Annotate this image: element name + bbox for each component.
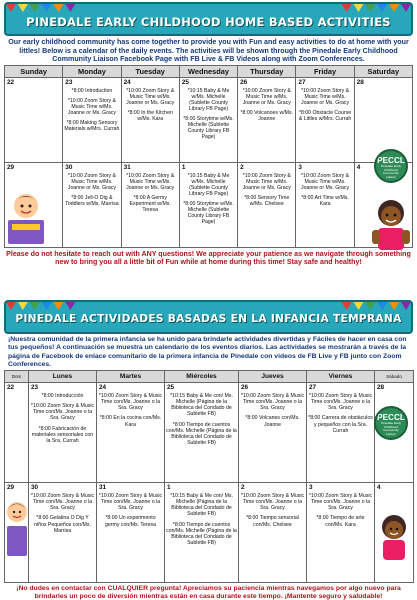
- event-entry: *10:00 Zoom Story & Music Time con/Ms. Joanne o la Sra. Gracy: [98, 393, 163, 412]
- calendar-day-cell: [238, 162, 296, 247]
- day-number: 27: [309, 384, 317, 392]
- weekday-header: Saturday: [354, 65, 412, 77]
- logo-name: PECCL: [377, 156, 405, 165]
- day-number: 2: [240, 163, 244, 171]
- calendar-week-row: [5, 162, 413, 247]
- calendar-day-cell: [5, 77, 63, 162]
- event-entry: *10:15 Baby & Me con/ Ms. Michelle (Página de la Biblioteca del Condado de Sublette FB): [170, 393, 233, 418]
- day-number: 30: [31, 484, 39, 492]
- day-number: 29: [7, 163, 15, 171]
- event-entry: *8:00 In the Kitchen w/Ms. Kara: [127, 110, 173, 123]
- event-entry: *8:00 Making Sensory Materials w/Mrs. Currah: [64, 120, 120, 133]
- calendar-week-row: [5, 383, 414, 483]
- calendar-day-cell: [307, 383, 375, 483]
- weekday-header: Thursday: [238, 65, 296, 77]
- event-entry: *8:00 Obstacle Course & Littles w/Mrs. Currah: [298, 110, 352, 123]
- day-number: 3: [309, 484, 313, 492]
- bunting-decoration: [6, 302, 411, 310]
- weekday-header: Miércoles: [165, 371, 239, 383]
- event-entry: *8:00 Sensory Time w/Ms. Chelsee: [244, 195, 290, 208]
- calendar-day-cell: [5, 383, 29, 483]
- event-entry: *8:00 Jell-O Dig & Toddlers w/Ms. Marrisa: [65, 195, 119, 208]
- event-entry: *8:00 Tiempo de cuentos con/Ms. Michelle (Página de la Biblioteca del Condado de Sublette FB): [166, 521, 237, 546]
- day-number: 25: [167, 384, 175, 392]
- event-entry: *10:00 Zoom Story & Music Time con/Ms. Joanne o la Sra. Gracy: [30, 493, 95, 512]
- logo-tagline: Pinedale Early Childhood Community Liaison: [381, 164, 401, 179]
- day-number: 30: [65, 163, 73, 171]
- event-entry: *8:00 Tiempo sensorial con/Ms. Chelsee: [246, 515, 299, 528]
- calendar-day-cell: [97, 483, 165, 583]
- spanish-calendar: [4, 370, 414, 583]
- english-title: PINEDALE EARLY CHILDHOOD HOME BASED ACTIVITIES: [26, 15, 391, 29]
- event-entry: *10:00 Zoom Story & Music Time w/Ms. Joanne or Ms. Gracy: [67, 97, 116, 117]
- weekday-header: Sunday: [5, 65, 63, 77]
- event-entry: *8:00 Volcanoes w/Ms. Joanne: [240, 110, 293, 123]
- event-entry: *8:00 Art Time w/Ms. Kara: [301, 195, 349, 208]
- day-number: 3: [298, 163, 302, 171]
- english-calendar: [4, 65, 413, 248]
- weekday-header: Sábado: [375, 371, 414, 383]
- event-entry: *8:00 Tiempo de cuentos con/Ms. Michelle (Página de la Biblioteca del Condado de Sublette FB): [166, 421, 237, 446]
- calendar-day-cell: [97, 383, 165, 483]
- event-entry: *10:15 Baby & Me w/Ms. Michelle (Sublette County Library FB Page): [187, 172, 230, 198]
- event-entry: *8:00 Carrera de obstáculos y pequeños con la Sra. Currah: [308, 415, 373, 434]
- day-number: 4: [377, 484, 381, 492]
- spanish-title-banner: [4, 300, 413, 334]
- day-number: 2: [241, 484, 245, 492]
- weekday-header: Dom: [5, 371, 29, 383]
- event-entry: *8:00 Storytime w/Ms. Michelle (Sublette County Library FB Page): [183, 116, 234, 141]
- event-entry: *8:00 En la cocina con/Ms. Kara: [99, 415, 162, 428]
- day-number: 23: [65, 78, 73, 86]
- calendar-day-cell: [29, 383, 97, 483]
- event-entry: *8:00 A Germy Experiment w/Ms. Teresa: [129, 195, 171, 214]
- event-entry: *8:00 Tiempo de arte con/Ms. Kara: [316, 515, 365, 528]
- logo-tagline: Pinedale Early Childhood Community Liaison: [381, 421, 401, 436]
- calendar-day-cell: [238, 77, 296, 162]
- calendar-day-cell: [296, 162, 354, 247]
- calendar-day-cell: [63, 77, 121, 162]
- day-number: 28: [377, 384, 385, 392]
- spanish-title: PINEDALE ACTIVIDADES BASADAS EN LA INFANCIA TEMPRANA: [15, 313, 402, 325]
- calendar-day-cell: [179, 162, 237, 247]
- spanish-intro: ¡Nuestra comunidad de la primera infancia se ha unido para brindarle actividades divertidas y Fáciles de hacer en casa con tus pequeños! A continuación se muestra un calendario de los eventos diarios. Las actividades se mostrarán a través de la página de Facebook de enlace comunitario de la primera infancia de Pinedale con videos de FB Live y FB junto con Zoom Conferences.: [8, 336, 407, 368]
- day-number: 25: [181, 78, 189, 86]
- calendar-day-cell: [29, 483, 97, 583]
- day-number: 28: [356, 78, 364, 86]
- english-title-banner: [4, 2, 413, 36]
- weekday-header: Friday: [296, 65, 354, 77]
- peccl-logo: [374, 149, 408, 183]
- event-entry: *10:00 Zoom Story & Music Time w/Ms. Joanne or Ms. Gracy: [242, 87, 291, 106]
- day-number: 4: [356, 163, 361, 171]
- event-entry: *10:00 Zoom Story & Music Time w/Ms. Joanne or Ms. Gracy: [300, 172, 350, 191]
- child-illustration: [6, 498, 28, 558]
- day-number: 1: [181, 163, 186, 171]
- english-flyer: [4, 2, 413, 288]
- weekday-header: Lunes: [29, 371, 97, 383]
- event-entry: *10:00 Zoom Story & Music Time w/Ms. Joanne or Ms. Gracy: [242, 172, 291, 191]
- calendar-day-cell: [63, 162, 121, 247]
- logo-name: PECCL: [377, 413, 405, 422]
- event-entry: *8:00 Un experimento germy con/Ms. Teresa: [105, 515, 156, 528]
- event-entry: *10:00 Zoom Story & Music Time w/Ms. Joanne or Ms. Gracy: [300, 87, 350, 106]
- weekday-header-row: [5, 371, 414, 383]
- event-entry: *10:15 Baby & Me w/Ms. Michelle (Sublette County Library FB Page): [187, 87, 230, 113]
- day-number: 22: [7, 384, 15, 392]
- event-entry: *8:00 Volcanes con/Ms. Joanne: [245, 415, 300, 428]
- english-intro: Our early childhood community has come together to provide you with Fun and easy activities to do at home with your littles! Below is a calendar of the daily events. The activities will be shown through the Pinedale Early Childhood Community Liaison Facebook Page with FB Live & FB Videos along with Zoom Conferences.: [8, 38, 409, 64]
- calendar-day-cell: [179, 77, 237, 162]
- event-entry: *10:00 Zoom Story & Music Time w/Ms. Joanne or Ms. Gracy: [126, 172, 175, 191]
- calendar-day-cell: [121, 162, 179, 247]
- day-number: 27: [298, 78, 306, 86]
- weekday-header: Martes: [97, 371, 165, 383]
- event-entry: *8:00 Fabricación de materiales sensoriales con la Sra. Currah: [31, 425, 94, 444]
- child-illustration: [6, 190, 46, 246]
- event-entry: *10:15 Baby & Me con/ Ms. Michelle (Página de la Biblioteca del Condado de Sublette FB): [170, 493, 233, 518]
- english-footer: Please do not hesitate to reach out with ANY questions! We appreciate your patience as we navigate through something new to bring you all a little bit of Fun while at home during this time! Stay safe and healthy!: [6, 249, 411, 267]
- calendar-day-cell: [239, 383, 307, 483]
- day-number: 23: [31, 384, 39, 392]
- day-number: 22: [7, 78, 15, 86]
- calendar-day-cell: [121, 77, 179, 162]
- day-number: 26: [241, 384, 249, 392]
- event-entry: *10:00 Zoom Story & Music Time con/Ms. Joanne o la Sra. Gracy: [30, 403, 95, 422]
- calendar-day-cell: [165, 483, 239, 583]
- weekday-header: Viernes: [307, 371, 375, 383]
- event-entry: *10:00 Zoom Story & Music Time con/Ms. Joanne o la Sra. Gracy: [308, 393, 373, 412]
- day-number: 29: [7, 484, 15, 492]
- weekday-header-row: [5, 65, 413, 77]
- event-entry: *10:00 Zoom Story & Music Time con/Ms. Joanne o la Sra. Gracy: [240, 393, 305, 412]
- day-number: 26: [240, 78, 248, 86]
- event-entry: *10:00 Zoom Story & Music Time con/Ms. Joanne o la Sra. Gracy: [308, 493, 373, 512]
- event-entry: *8:00 Introduction: [71, 87, 113, 94]
- child-illustration: [376, 514, 412, 562]
- weekday-header: Jueves: [239, 371, 307, 383]
- spanish-flyer: [4, 300, 413, 600]
- event-entry: *8:00 Storytime w/Ms. Michelle (Sublette County Library FB Page): [183, 201, 234, 226]
- calendar-day-cell: [296, 77, 354, 162]
- day-number: 24: [99, 384, 107, 392]
- calendar-day-cell: [307, 483, 375, 583]
- calendar-day-cell: [165, 383, 239, 483]
- weekday-header: Wednesday: [179, 65, 237, 77]
- weekday-header: Monday: [63, 65, 121, 77]
- peccl-logo: [374, 406, 408, 440]
- event-entry: *8:00 Introducción: [41, 393, 84, 400]
- calendar-week-row: [5, 483, 414, 583]
- calendar-day-cell: [239, 483, 307, 583]
- event-entry: *8:00 Gelatina O Dig Y niños Pequeños con/Ms. Marrisa: [34, 515, 91, 534]
- spanish-footer: ¡No dudes en contactar con CUALQUIER pregunta! Apreciamos su paciencia mientras navegamos por algo nuevo para brindarles un poco de diversión mientras están en casa durante este tiempo. ¡Mantente seguro y saludable!: [16, 585, 401, 600]
- calendar-week-row: [5, 77, 413, 162]
- event-entry: *10:00 Zoom Story & Music Time w/Ms. Joanne or Ms. Gracy: [126, 87, 175, 106]
- day-number: 31: [123, 163, 131, 171]
- event-entry: *10:00 Zoom Story & Music Time con/Ms. Joanne o la Sra. Gracy: [98, 493, 163, 512]
- day-number: 24: [123, 78, 131, 86]
- weekday-header: Tuesday: [121, 65, 179, 77]
- day-number: 31: [99, 484, 107, 492]
- event-entry: *10:00 Zoom Story & Music Time w/Ms. Joanne or Ms. Gracy: [67, 172, 116, 191]
- child-illustration: [370, 198, 412, 252]
- event-entry: *10:00 Zoom Story & Music Time con/Ms. Joanne o la Sra. Gracy: [240, 493, 305, 512]
- day-number: 1: [167, 484, 171, 492]
- bunting-decoration: [6, 4, 411, 12]
